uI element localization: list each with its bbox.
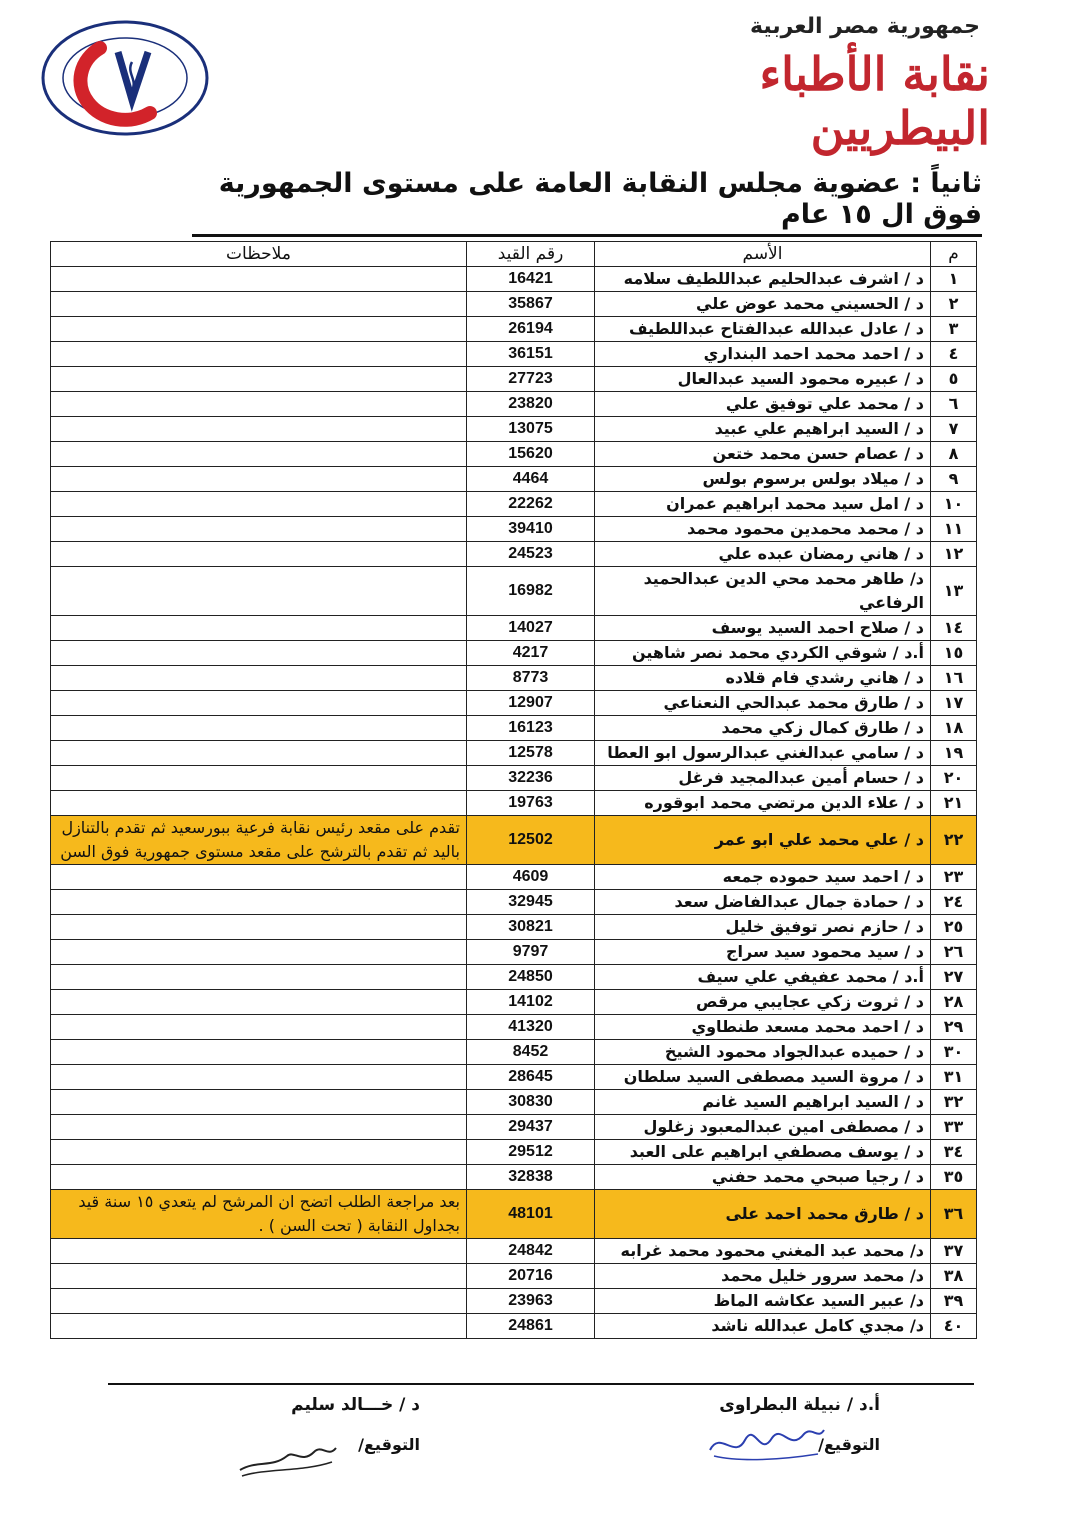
- registration-number: 12907: [467, 691, 595, 716]
- row-notes: [51, 267, 467, 292]
- table-row: [51, 915, 977, 940]
- table-row: [51, 342, 977, 367]
- row-notes: [51, 741, 467, 766]
- header-name: الأسم: [595, 242, 931, 267]
- row-num: ٣٥: [931, 1165, 977, 1190]
- row-num: ٣٠: [931, 1040, 977, 1065]
- table-row: [51, 666, 977, 691]
- row-notes: [51, 641, 467, 666]
- table-row: [51, 1314, 977, 1339]
- table-row: [51, 1190, 977, 1239]
- row-num: ١١: [931, 517, 977, 542]
- row-notes: [51, 865, 467, 890]
- table-row: [51, 517, 977, 542]
- row-notes: [51, 716, 467, 741]
- registration-number: 8452: [467, 1040, 595, 1065]
- table-row: [51, 317, 977, 342]
- table-row: [51, 1065, 977, 1090]
- table-row: [51, 691, 977, 716]
- member-name: د / هاني رشدي فام قلاده: [595, 666, 931, 691]
- row-num: ١٣: [931, 567, 977, 616]
- table-row: [51, 1289, 977, 1314]
- row-notes: [51, 1314, 467, 1339]
- table-row: [51, 567, 977, 616]
- member-name: أ.د / محمد عفيفي علي سيف: [595, 965, 931, 990]
- member-name: د / السيد ابراهيم علي عبيد: [595, 417, 931, 442]
- member-name: د / السيد ابراهيم السيد غانم: [595, 1090, 931, 1115]
- row-notes: [51, 392, 467, 417]
- row-notes: [51, 1264, 467, 1289]
- row-num: ٣٤: [931, 1140, 977, 1165]
- table-body: [51, 267, 977, 1339]
- member-name: د / طارق محمد عبدالحي النعناعي: [595, 691, 931, 716]
- row-notes: [51, 542, 467, 567]
- member-name: د / احمد محمد مسعد طنطاوي: [595, 1015, 931, 1040]
- table-row: [51, 616, 977, 641]
- row-num: ٧: [931, 417, 977, 442]
- row-num: ١٧: [931, 691, 977, 716]
- table-row: [51, 1165, 977, 1190]
- registration-number: 39410: [467, 517, 595, 542]
- row-notes: [51, 492, 467, 517]
- table-row: [51, 492, 977, 517]
- member-name: أ.د / شوقي الكردي محمد نصر شاهين: [595, 641, 931, 666]
- member-name: د / سيد محمود سيد سراج: [595, 940, 931, 965]
- table-row: [51, 1015, 977, 1040]
- table-row: [51, 367, 977, 392]
- registration-number: 13075: [467, 417, 595, 442]
- registration-number: 16982: [467, 567, 595, 616]
- row-num: ٣٧: [931, 1239, 977, 1264]
- row-notes: [51, 915, 467, 940]
- member-name: د / عادل عبدالله عبدالفتاح عبداللطيف: [595, 317, 931, 342]
- registration-number: 12502: [467, 816, 595, 865]
- row-num: ٨: [931, 442, 977, 467]
- registration-number: 24842: [467, 1239, 595, 1264]
- registration-number: 36151: [467, 342, 595, 367]
- table-row: [51, 940, 977, 965]
- table-row: [51, 542, 977, 567]
- row-notes: [51, 342, 467, 367]
- syndicate-logo: [40, 18, 210, 138]
- row-num: ٢٦: [931, 940, 977, 965]
- registration-number: 22262: [467, 492, 595, 517]
- row-num: ١٨: [931, 716, 977, 741]
- registration-number: 29512: [467, 1140, 595, 1165]
- registration-number: 16123: [467, 716, 595, 741]
- registration-number: 4217: [467, 641, 595, 666]
- member-name: د / يوسف مصطفي ابراهيم على العبد: [595, 1140, 931, 1165]
- table-row: [51, 1115, 977, 1140]
- table-row: [51, 1264, 977, 1289]
- member-name: د / اشرف عبدالحليم عبداللطيف سلامه: [595, 267, 931, 292]
- member-name: د / صلاح احمد السيد يوسف: [595, 616, 931, 641]
- signature-divider: [108, 1383, 974, 1385]
- row-notes: [51, 292, 467, 317]
- registration-number: 14027: [467, 616, 595, 641]
- member-name: د / حمادة جمال عبدالفاضل سعد: [595, 890, 931, 915]
- member-name: د / امل سيد محمد ابراهيم عمران: [595, 492, 931, 517]
- member-name: د / محمد محمدين محمود محمد: [595, 517, 931, 542]
- row-num: ١٦: [931, 666, 977, 691]
- member-name: د / طارق محمد احمد على: [595, 1190, 931, 1239]
- row-num: ٩: [931, 467, 977, 492]
- row-num: ٣٩: [931, 1289, 977, 1314]
- handwritten-signature-left: [232, 1430, 342, 1485]
- letterhead: [570, 8, 990, 155]
- member-name: د / علاء الدين مرتضي محمد ابوقوره: [595, 791, 931, 816]
- row-notes: [51, 1140, 467, 1165]
- registration-number: 4464: [467, 467, 595, 492]
- table-row: [51, 1239, 977, 1264]
- registration-number: 20716: [467, 1264, 595, 1289]
- row-num: ١٠: [931, 492, 977, 517]
- row-notes: [51, 691, 467, 716]
- row-num: ٦: [931, 392, 977, 417]
- member-name: د/ عبير السيد عكاشه الماظ: [595, 1289, 931, 1314]
- signer-name-left: د / خـــالد سليم: [291, 1395, 420, 1415]
- registration-number: 27723: [467, 367, 595, 392]
- row-num: ١٢: [931, 542, 977, 567]
- syndicate-name: نقابة الأطباء البيطريين: [759, 47, 990, 155]
- member-name: د / عصام حسن محمد ختعن: [595, 442, 931, 467]
- sign-label-right: التوقيع/: [818, 1435, 880, 1454]
- row-num: ٢٨: [931, 990, 977, 1015]
- row-notes: [51, 1239, 467, 1264]
- table-row: [51, 392, 977, 417]
- row-num: ٣٢: [931, 1090, 977, 1115]
- row-notes: [51, 940, 467, 965]
- member-name: د/ محمد عبد المغني محمود محمد غرابه: [595, 1239, 931, 1264]
- handwritten-signature-right: [700, 1410, 830, 1470]
- registration-number: 30821: [467, 915, 595, 940]
- table-row: [51, 990, 977, 1015]
- registration-number: 9797: [467, 940, 595, 965]
- table-row: [51, 965, 977, 990]
- row-num: ٢٤: [931, 890, 977, 915]
- member-name: د / حسام أمين عبدالمجيد فرغل: [595, 766, 931, 791]
- row-num: ٢٠: [931, 766, 977, 791]
- registration-number: 24523: [467, 542, 595, 567]
- row-notes: [51, 1115, 467, 1140]
- member-name: د/ طاهر محمد محي الدين عبدالحميد الرفاعي: [595, 567, 931, 616]
- table-row: [51, 1090, 977, 1115]
- row-notes: بعد مراجعة الطلب اتضح ان المرشح لم يتعدي ١٥ سنة قيد بجداول النقابة ( تحت السن ) .: [51, 1190, 467, 1239]
- row-num: ١٥: [931, 641, 977, 666]
- row-num: ٢٩: [931, 1015, 977, 1040]
- member-name: د / رجيا صبحي محمد حفني: [595, 1165, 931, 1190]
- row-notes: [51, 890, 467, 915]
- table-row: [51, 791, 977, 816]
- registration-number: 4609: [467, 865, 595, 890]
- registration-number: 23820: [467, 392, 595, 417]
- row-num: ٢٧: [931, 965, 977, 990]
- signer-name-right: أ.د / نبيلة البطراوى: [719, 1395, 880, 1415]
- row-notes: [51, 1289, 467, 1314]
- table-row: [51, 467, 977, 492]
- row-num: ٢٢: [931, 816, 977, 865]
- row-notes: [51, 317, 467, 342]
- header-num: م: [931, 242, 977, 267]
- member-name: د / ميلاد بولس برسوم بولس: [595, 467, 931, 492]
- registration-number: 26194: [467, 317, 595, 342]
- header-notes: ملاحظات: [51, 242, 467, 267]
- member-name: د/ مجدي كامل عبدالله ناشد: [595, 1314, 931, 1339]
- registration-number: 24850: [467, 965, 595, 990]
- table-row: [51, 816, 977, 865]
- row-num: ٣٣: [931, 1115, 977, 1140]
- row-notes: [51, 1040, 467, 1065]
- row-notes: [51, 990, 467, 1015]
- registration-number: 28645: [467, 1065, 595, 1090]
- member-name: د / احمد محمد احمد البنداري: [595, 342, 931, 367]
- table-row: [51, 417, 977, 442]
- row-notes: [51, 467, 467, 492]
- member-name: د / طارق كمال زكي محمد: [595, 716, 931, 741]
- member-name: د / حازم نصر توفيق خليل: [595, 915, 931, 940]
- registration-number: 12578: [467, 741, 595, 766]
- registration-number: 41320: [467, 1015, 595, 1040]
- table-row: [51, 890, 977, 915]
- registration-number: 16421: [467, 267, 595, 292]
- row-num: ٢٣: [931, 865, 977, 890]
- registration-number: 30830: [467, 1090, 595, 1115]
- row-notes: [51, 965, 467, 990]
- registration-number: 32236: [467, 766, 595, 791]
- member-name: د / محمد علي توفيق علي: [595, 392, 931, 417]
- table-row: [51, 716, 977, 741]
- registration-number: 8773: [467, 666, 595, 691]
- row-notes: [51, 1090, 467, 1115]
- table-row: [51, 766, 977, 791]
- row-notes: [51, 1165, 467, 1190]
- section-title: ثانياً : عضوية مجلس النقابة العامة على مستوى الجمهورية فوق ال ١٥ عام: [192, 168, 982, 237]
- registration-number: 19763: [467, 791, 595, 816]
- row-notes: [51, 567, 467, 616]
- member-name: د / ثروت زكي عجايبي مرقص: [595, 990, 931, 1015]
- row-num: ٥: [931, 367, 977, 392]
- country-name: جمهورية مصر العربية: [750, 14, 980, 39]
- row-notes: [51, 1065, 467, 1090]
- member-name: د / مروة السيد مصطفى السيد سلطان: [595, 1065, 931, 1090]
- table-header-row: [51, 242, 977, 267]
- row-num: ١٤: [931, 616, 977, 641]
- member-name: د / سامي عبدالغني عبدالرسول ابو العطا: [595, 741, 931, 766]
- row-notes: [51, 616, 467, 641]
- row-notes: [51, 367, 467, 392]
- registration-number: 24861: [467, 1314, 595, 1339]
- table-row: [51, 267, 977, 292]
- row-num: ١٩: [931, 741, 977, 766]
- registration-number: 32945: [467, 890, 595, 915]
- row-notes: [51, 1015, 467, 1040]
- member-name: د/ محمد سرور خليل محمد: [595, 1264, 931, 1289]
- member-name: د / حميده عبدالجواد محمود الشيخ: [595, 1040, 931, 1065]
- row-num: ٤٠: [931, 1314, 977, 1339]
- registration-number: 15620: [467, 442, 595, 467]
- registration-number: 23963: [467, 1289, 595, 1314]
- member-name: د / الحسيني محمد عوض علي: [595, 292, 931, 317]
- row-num: ٢: [931, 292, 977, 317]
- row-notes: تقدم على مقعد رئيس نقابة فرعية ببورسعيد ثم تقدم بالتنازل باليد ثم تقدم بالترشح على مقعد مستوى جمهورية فوق السن: [51, 816, 467, 865]
- members-table: [50, 241, 977, 1339]
- header-reg: رقم القيد: [467, 242, 595, 267]
- member-name: د / علي محمد علي ابو عمر: [595, 816, 931, 865]
- member-name: د / هاني رمضان عبده علي: [595, 542, 931, 567]
- row-num: ١: [931, 267, 977, 292]
- table-row: [51, 442, 977, 467]
- registration-number: 35867: [467, 292, 595, 317]
- row-num: ٤: [931, 342, 977, 367]
- member-name: د / مصطفى امين عبدالمعبود زغلول: [595, 1115, 931, 1140]
- row-num: ٢١: [931, 791, 977, 816]
- row-notes: [51, 442, 467, 467]
- row-num: ٣١: [931, 1065, 977, 1090]
- registration-number: 29437: [467, 1115, 595, 1140]
- row-notes: [51, 766, 467, 791]
- row-notes: [51, 417, 467, 442]
- table-row: [51, 1140, 977, 1165]
- row-notes: [51, 666, 467, 691]
- row-num: ٢٥: [931, 915, 977, 940]
- member-name: د / عبيره محمود السيد عبدالعال: [595, 367, 931, 392]
- row-notes: [51, 791, 467, 816]
- row-num: ٣٨: [931, 1264, 977, 1289]
- table-row: [51, 641, 977, 666]
- registration-number: 14102: [467, 990, 595, 1015]
- table-row: [51, 292, 977, 317]
- sign-label-left: التوقيع/: [358, 1435, 420, 1454]
- table-row: [51, 865, 977, 890]
- row-notes: [51, 517, 467, 542]
- table-row: [51, 1040, 977, 1065]
- member-name: د / احمد سيد حموده جمعه: [595, 865, 931, 890]
- table-row: [51, 741, 977, 766]
- registration-number: 32838: [467, 1165, 595, 1190]
- row-num: ٣٦: [931, 1190, 977, 1239]
- registration-number: 48101: [467, 1190, 595, 1239]
- row-num: ٣: [931, 317, 977, 342]
